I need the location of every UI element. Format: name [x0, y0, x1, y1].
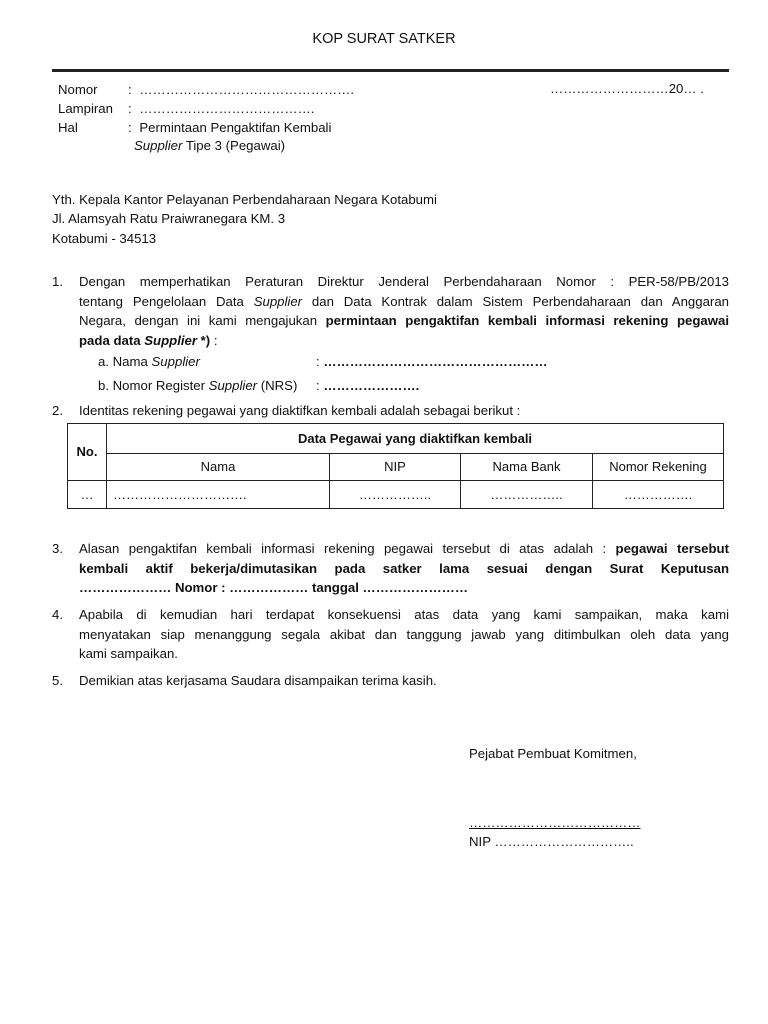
addressee-line1: Yth. Kepala Kantor Pelayanan Perbendaharaan Negara Kotabumi — [52, 192, 437, 207]
table-row — [68, 481, 724, 509]
item1b-label: b. Nomor Register Supplier (NRS) — [98, 378, 298, 393]
addressee-line2: Jl. Alamsyah Ratu Praiwranegara KM. 3 — [52, 211, 286, 226]
col-rekening-header: Nomor Rekening — [593, 454, 724, 481]
item3-line2: kembali aktif bekerja/dimutasikan pada satker lama sesuai dengan Surat Keputusan — [79, 560, 729, 576]
item2-number: 2. — [52, 403, 63, 418]
item2-text: Identitas rekening pegawai yang diaktifkan kembali adalah sebagai berikut : — [79, 403, 521, 418]
item3-line1: Alasan pengaktifan kembali informasi rekening pegawai tersebut di atas adalah : pegawai tersebut — [79, 541, 729, 556]
signature-name-line: ………………………………… — [469, 815, 641, 830]
signature-nip: NIP ………………………….. — [469, 834, 634, 849]
cell-nip: …………….. — [330, 481, 461, 509]
employee-table — [67, 423, 724, 509]
item1-paragraph — [79, 272, 729, 350]
item1a-field: : …………………………………………… — [316, 354, 548, 369]
letterhead-title: KOP SURAT SATKER — [312, 31, 456, 47]
item3-paragraph — [79, 539, 729, 598]
lampiran-label: Lampiran — [58, 101, 113, 116]
item3-number: 3. — [52, 541, 63, 556]
lampiran-sep: : — [128, 101, 132, 116]
item5-text: Demikian atas kerjasama Saudara disampaikan terima kasih. — [79, 673, 437, 688]
item5-number: 5. — [52, 673, 63, 688]
nomor-label: Nomor — [58, 82, 98, 97]
item1-line3: Negara, dengan ini kami mengajukan permintaan pengaktifan kembali informasi rekening pegawai — [79, 313, 729, 328]
col-no-header: No. — [68, 424, 107, 481]
signature-title: Pejabat Pembuat Komitmen, — [469, 746, 637, 761]
item1-line2: tentang Pengelolaan Data Supplier dan Data Kontrak dalam Sistem Perbendaharaan dan Anggaran — [79, 293, 729, 309]
col-nama-header: Nama — [107, 454, 330, 481]
cell-bank: …………….. — [461, 481, 593, 509]
item4-number: 4. — [52, 607, 63, 622]
group-header: Data Pegawai yang diaktifkan kembali — [107, 424, 724, 454]
header-divider — [52, 69, 729, 72]
lampiran-value: …………………………………. — [139, 101, 315, 116]
item1-line1: Dengan memperhatikan Peraturan Direktur Jenderal Perbendaharaan Nomor : PER-58/PB/2013 — [79, 274, 729, 289]
cell-no: … — [68, 481, 107, 509]
hal-supplier-word: Supplier — [134, 138, 183, 153]
item1b-field: : …………………. — [316, 378, 420, 393]
hal-line2-rest: Tipe 3 (Pegawai) — [182, 138, 286, 153]
hal-line2 — [134, 136, 285, 156]
nomor-row — [58, 80, 354, 100]
item4-paragraph — [79, 605, 729, 664]
nomor-sep: : — [128, 82, 132, 97]
cell-nama: …………………………. — [107, 481, 330, 509]
col-nip-header: NIP — [330, 454, 461, 481]
cell-rekening: ……………. — [593, 481, 724, 509]
item1b-value: …………………. — [323, 378, 420, 393]
item3-line3: ………………… Nomor : ……………… tanggal …………………… — [79, 580, 469, 595]
hal-row — [58, 118, 331, 138]
item4-line1: Apabila di kemudian hari terdapat konsekuensi atas data yang kami sampaikan, maka kami — [79, 607, 729, 622]
hal-line1: Permintaan Pengaktifan Kembali — [139, 120, 332, 135]
addressee-line3: Kotabumi - 34513 — [52, 231, 157, 246]
item4-line3: kami sampaikan. — [79, 646, 178, 661]
item1a-label: a. Nama Supplier — [98, 354, 200, 369]
col-bank-header: Nama Bank — [461, 454, 593, 481]
item4-line2: menyatakan siap menanggung segala akibat dan tanggung jawab yang ditimbulkan oleh data yang — [79, 626, 729, 642]
nomor-value: …………………………………………. — [139, 82, 355, 97]
item1-line4: pada data Supplier *) : — [79, 332, 218, 348]
hal-label: Hal — [58, 120, 78, 135]
item1-number: 1. — [52, 274, 63, 289]
item1a-value: …………………………………………… — [323, 354, 548, 369]
lampiran-row — [58, 99, 314, 119]
hal-sep: : — [128, 120, 132, 135]
letter-date: ………………………20… . — [550, 81, 704, 96]
